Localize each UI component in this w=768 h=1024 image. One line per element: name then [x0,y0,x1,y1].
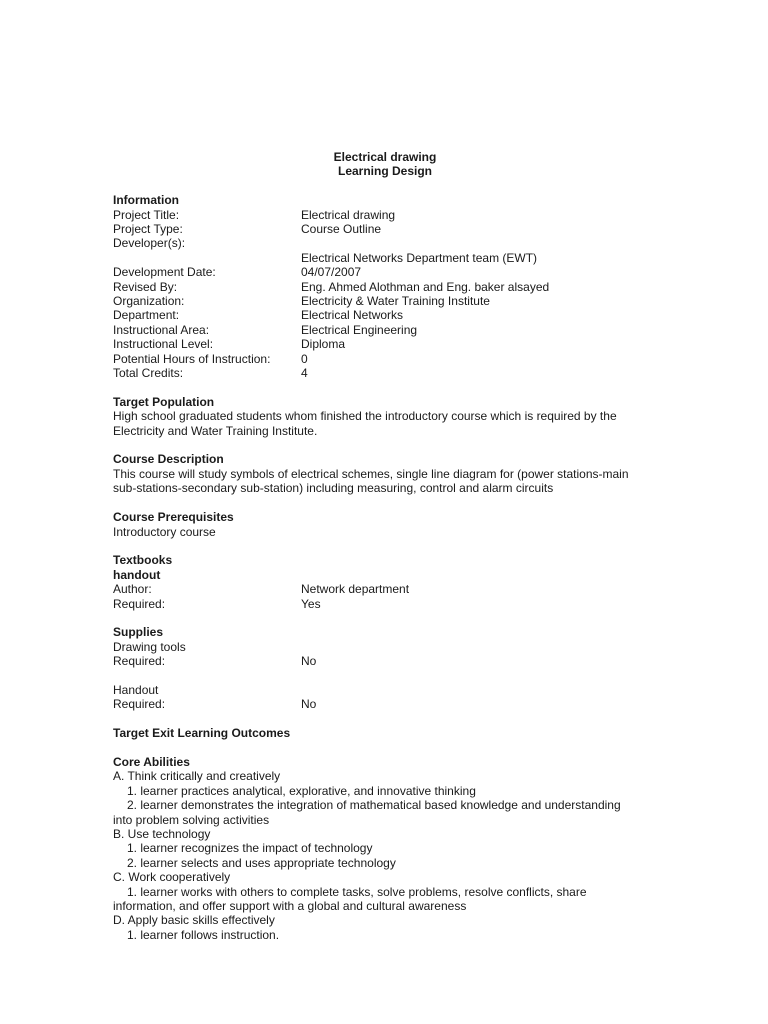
info-row [113,366,673,380]
info-value: Electrical Engineering [301,322,418,337]
info-key: Instructional Area: [113,322,210,337]
target-population-heading: Target Population [113,394,215,409]
info-row [113,352,673,366]
core-abilities-list [113,769,673,942]
title-line-2: Learning Design [337,164,432,179]
info-value: 4 [301,366,308,381]
ability-subitem: 1. learner works with others to complete tasks, solve problems, resolve conflicts, share [127,884,587,899]
info-key: Project Type: [113,222,183,237]
ability-item: A. Think critically and creatively [113,769,281,784]
supply-item-2-required-value: No [301,697,317,712]
info-key: Department: [113,308,180,323]
course-description-heading: Course Description [113,452,224,467]
info-value: Course Outline [301,222,382,237]
ability-subitem: 2. learner selects and uses appropriate technology [127,855,396,870]
supply-item-1-required-row [113,654,673,668]
info-value: Diploma [301,337,346,352]
info-row [113,337,673,351]
textbook-required-row [113,597,673,611]
info-row [113,208,673,222]
info-key: Revised By: [113,279,178,294]
textbook-required-value: Yes [301,596,321,611]
info-row [113,280,673,294]
info-key: Total Credits: [113,366,184,381]
information-table [113,208,673,381]
info-key: Organization: [113,294,185,309]
info-row [113,236,673,250]
textbook-required-label: Required: [113,596,166,611]
textbook-author-label: Author: [113,582,152,597]
supply-item-1-name: Drawing tools [113,639,186,654]
core-abilities-heading: Core Abilities [113,754,190,769]
ability-item: C. Work cooperatively [113,870,231,885]
ability-item: B. Use technology [113,826,211,841]
info-row [113,222,673,236]
info-key: Project Title: [113,207,180,222]
title-line-1: Electrical drawing [333,150,437,164]
ability-subitem: 2. learner demonstrates the integration of mathematical based knowledge and understanding [127,798,621,813]
course-description-text: This course will study symbols of electrical schemes, single line diagram for (power stations-main sub-stations-secondary sub-station) including measuring, control and alarm circuits [113,466,629,496]
supply-item-2-name: Handout [113,682,159,697]
supply-item-1-required-value: No [301,654,317,669]
supply-item-2-required-label: Required: [113,697,166,712]
textbook-author-row [113,582,673,596]
info-key: Potential Hours of Instruction: [113,351,271,366]
info-value: 04/07/2007 [301,265,362,280]
ability-continuation: into problem solving activities [113,812,270,827]
info-key: Instructional Level: [113,337,214,352]
info-row [113,323,673,337]
info-row [113,308,673,322]
document-page [113,150,673,942]
info-value: Electrical Networks [301,308,404,323]
info-row [113,251,673,265]
supply-item-1-required-label: Required: [113,654,166,669]
ability-subitem: 1. learner follows instruction. [127,927,280,942]
info-row [113,265,673,279]
document-title [113,150,657,179]
info-value: Eng. Ahmed Alothman and Eng. baker alsayed [301,279,550,294]
target-exit-heading: Target Exit Learning Outcomes [113,726,291,741]
course-prerequisites-text: Introductory course [113,524,216,539]
ability-subitem: 1. learner practices analytical, explorative, and innovative thinking [127,783,476,798]
info-value: Electricity & Water Training Institute [301,294,490,309]
info-key [113,251,301,265]
info-key: Development Date: [113,265,216,280]
textbooks-subheading: handout [113,567,161,582]
target-population-text: High school graduated students whom finished the introductory course which is required by the Electricity and Water Training Institute. [113,409,617,438]
info-value: 0 [301,351,308,366]
info-value [301,236,673,250]
textbook-author-value: Network department [301,582,410,597]
info-value: Electrical drawing [301,207,396,222]
info-key: Developer(s): [113,236,186,251]
info-row [113,294,673,308]
ability-subitem: 1. learner recognizes the impact of technology [127,841,373,856]
ability-item: D. Apply basic skills effectively [113,913,275,928]
supplies-heading: Supplies [113,625,164,640]
textbooks-heading: Textbooks [113,553,173,568]
supply-item-2-required-row [113,697,673,711]
ability-continuation: information, and offer support with a global and cultural awareness [113,898,467,913]
info-value: Electrical Networks Department team (EWT) [301,250,538,265]
information-heading: Information [113,193,179,208]
course-prerequisites-heading: Course Prerequisites [113,510,234,525]
